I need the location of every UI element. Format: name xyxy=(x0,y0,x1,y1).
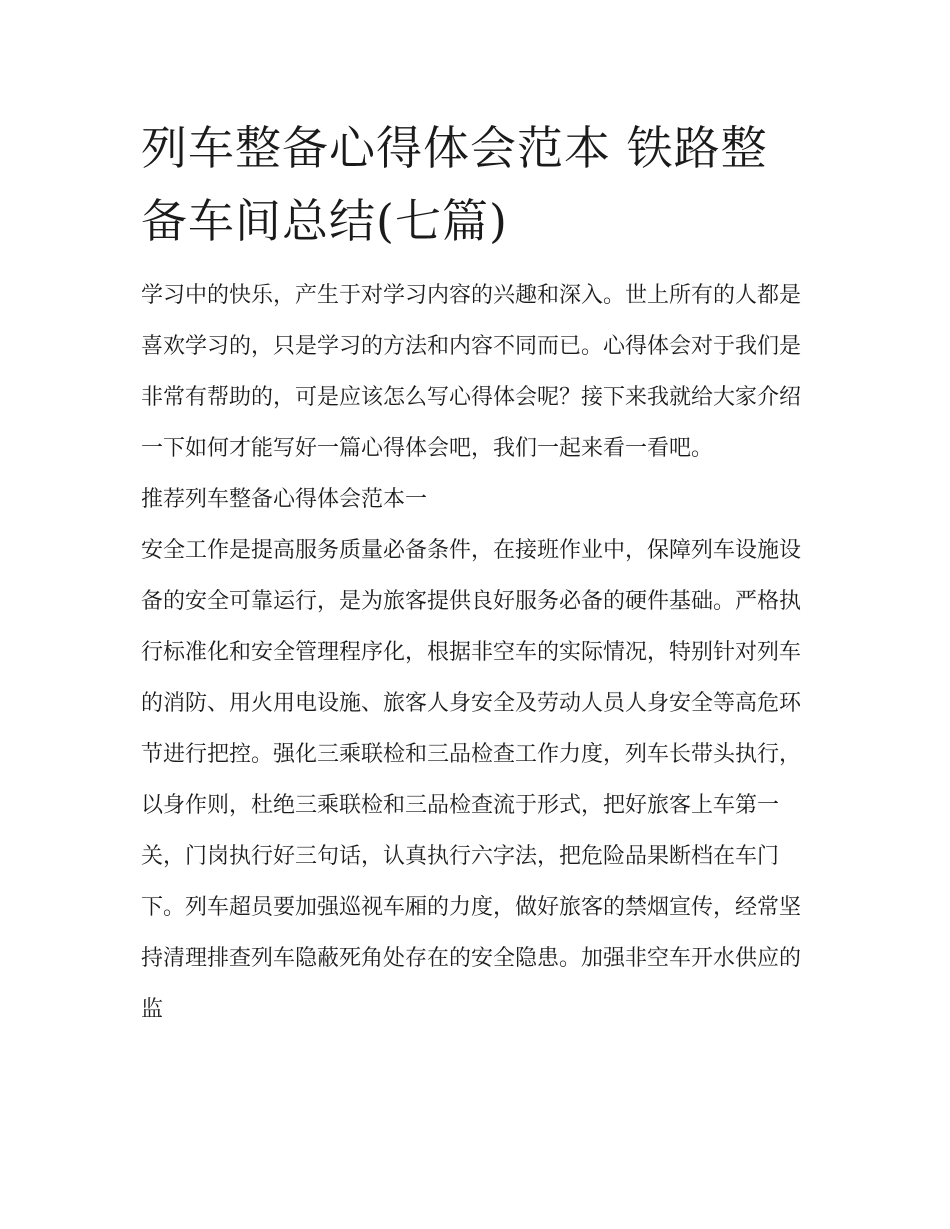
section-heading: 推荐列车整备心得体会范本一 xyxy=(141,487,428,512)
intro-paragraph: 学习中的快乐，产生于对学习内容的兴趣和深入。世上所有的人都是喜欢学习的，只是学习的方法和内容不同而已。心得体会对于我们是非常有帮助的，可是应该怎么写心得体会呢？接下来我就给大家介绍一下如何才能写好一篇心得体会吧，我们一起来看一看吧。 xyxy=(141,283,802,461)
document-page xyxy=(141,112,813,1035)
document-title: 列车整备心得体会范本 铁路整备车间总结(七篇) xyxy=(141,121,768,248)
section-paragraph: 安全工作是提高服务质量必备条件，在接班作业中，保障列车设施设备的安全可靠运行，是为旅客提供良好服务必备的硬件基础。严格执行标准化和安全管理程序化，根据非空车的实际情况，特别针对列车的消防、用火用电设施、旅客人身安全及劳动人员人身安全等高危环节进行把控。强化三乘联检和三品检查工作力度，列车长带头执行，以身作则，杜绝三乘联检和三品检查流于形式，把好旅客上车第一关，门岗执行好三句话，认真执行六字法，把危险品果断档在车门下。列车超员要加强巡视车厢的力度，做好旅客的禁烟宣传，经常坚持清理排查列车隐蔽死角处存在的安全隐患。加强非空车开水供应的监 xyxy=(141,538,802,1022)
document-body xyxy=(141,270,813,1035)
